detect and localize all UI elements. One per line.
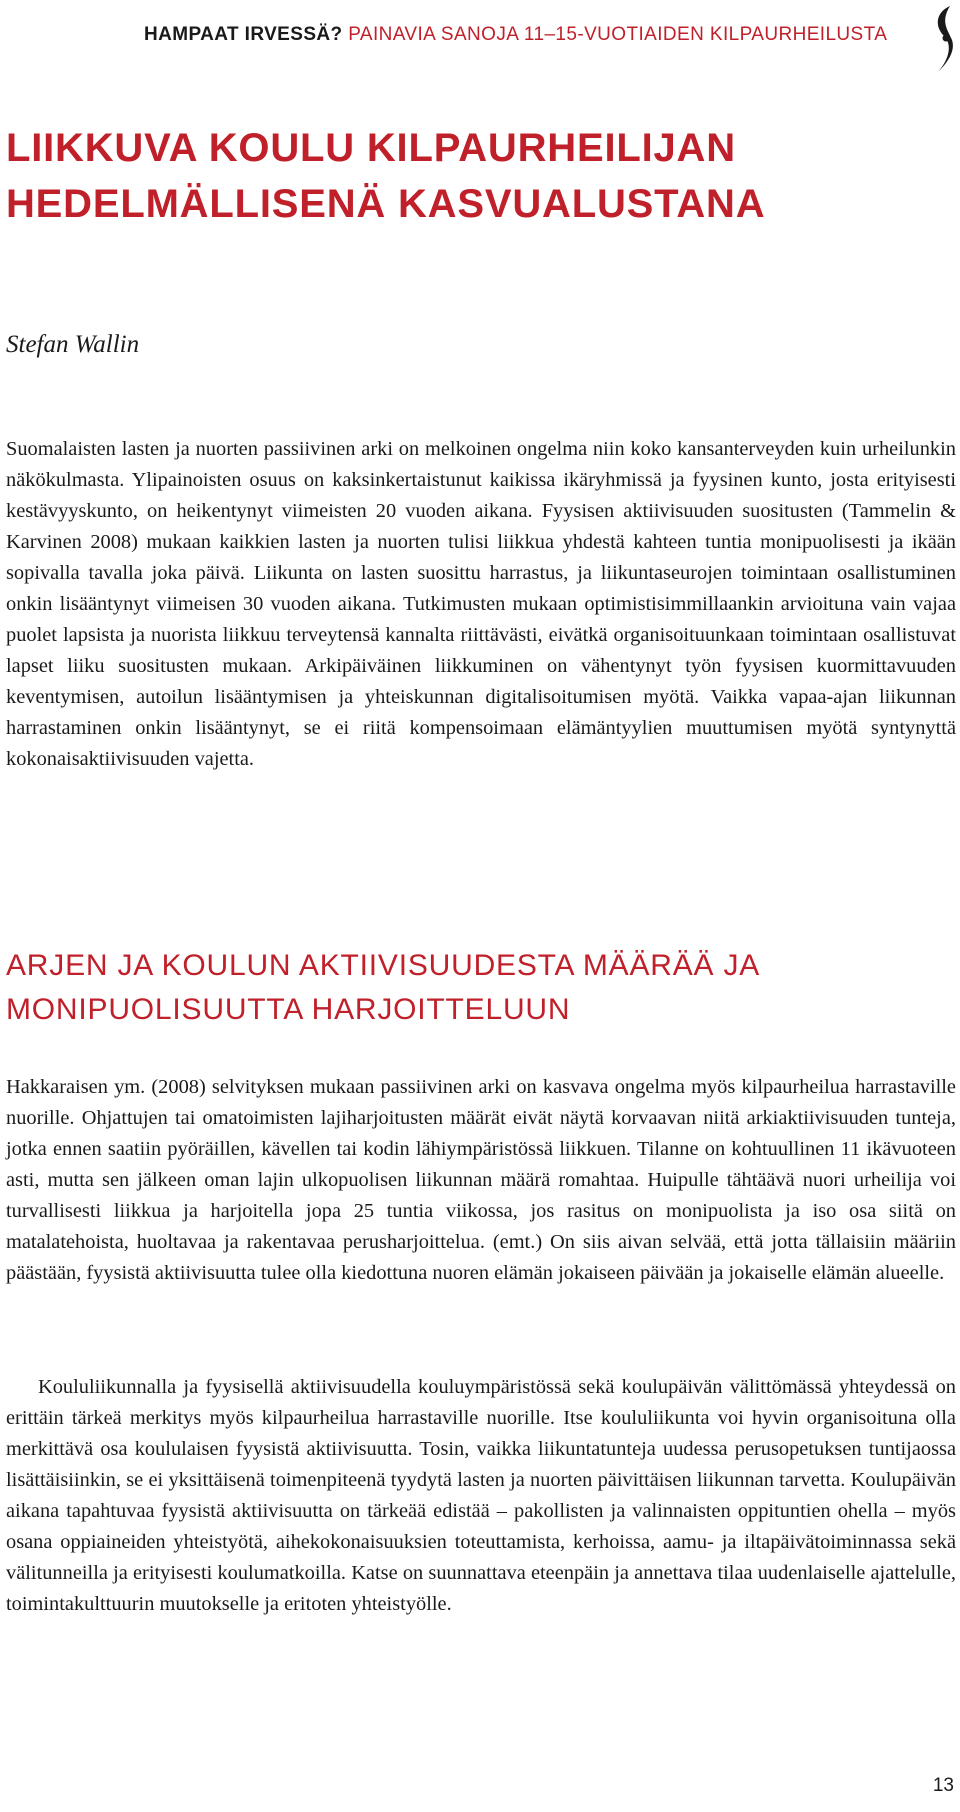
section-heading-line-2: MONIPUOLISUUTTA HARJOITTELUUN: [6, 993, 571, 1026]
page-number: 13: [932, 1775, 954, 1796]
intro-paragraph: Suomalaisten lasten ja nuorten passiivinen arki on melkoinen ongelma niin koko kansanterveyden kuin urheilunkin näkökulmasta. Ylipainoisten osuus on kaksinkertaistunut kaikissa ikäryhmissä ja fyysinen kunto, josta erityisesti kestävyyskunto, on heikentynyt viimeisten 20 vuoden aikana. Fyysisen aktiivisuuden suositusten (Tammelin & Karvinen 2008) mukaan kaikkien lasten ja nuorten tulisi liikkua yhdestä kahteen tuntia monipuolisesti ja ikään sopivalla tavalla joka päivä. Liikunta on lasten suosittu harrastus, ja liikuntaseurojen toimintaan osallistuminen onkin lisääntynyt viimeisen 30 vuoden aikana. Tutkimusten mukaan optimistisimmillaankin arvioituna vain vajaa puolet lapsista ja nuorista liikkuu terveytensä kannalta riittävästi, eivätkä organisoituunkaan toimintaan osallistuvat lapset liiku suositusten mukaan. Arkipäiväinen liikkuminen on vähentynyt työn fyysisen kuormittavuuden keventymisen, autoilun lisääntymisen ja yhteiskunnan digitalisoitumisen myötä. Vaikka vapaa-ajan liikunnan harrastaminen onkin lisääntynyt, se ei riitä kompensoimaan elämäntyylien muuttumisen myötä syntynyttä kokonaisaktiivisuuden vajetta.: [6, 438, 956, 770]
article-title-line-1: LIIKKUVA KOULU KILPAURHEILIJAN: [6, 126, 736, 170]
body-paragraph-1: Hakkaraisen ym. (2008) selvityksen mukaan passiivinen arki on kasvava ongelma myös kilpaurheilua harrastaville nuorille. Ohjattujen tai omatoimisten lajiharjoitusten määrät eivät näytä korvaavan niitä arkiaktiivisuuden tunteja, jotka ennen saatiin pyöräillen, kävellen tai kodin lähiympäristössä liikkuen. Tilanne on kohtuullinen 11 ikävuoteen asti, mutta sen jälkeen oman lajin ulkopuolisen liikunnan määrä romahtaa. Huipulle tähtäävä nuori urheilija voi turvallisesti liikkua ja harjoitella jopa 25 tuntia viikossa, jos rasitus on monipuolista ja iso osa siitä on matalatehoista, huoltavaa ja rakentavaa perusharjoittelua. (emt.) On siis aivan selvää, että jotta tällaisiin määriin päästään, fyysistä aktiivisuutta tulee olla kiedottuna nuoren elämän jokaiseen päivään ja jokaiselle elämän alueelle.: [6, 1076, 956, 1284]
running-header: [144, 24, 904, 46]
section-heading-line-1: ARJEN JA KOULUN AKTIIVISUUDESTA MÄÄRÄÄ JA: [6, 949, 761, 982]
body-paragraph-2: Koululiikunnalla ja fyysisellä aktiivisuudella kouluympäristössä sekä koulupäivän välittömässä yhteydessä on erittäin tärkeä merkitys myös kilpaurheilua harrastaville nuorille. Itse koululiikunta voi hyvin organisoituna olla merkittävä osa koululaisen fyysistä aktiivisuutta. Tosin, vaikka liikuntatunteja uudessa perusopetuksen tuntijaossa lisättäisiinkin, se ei yksittäisenä toimenpiteenä tyydytä lasten ja nuorten päivittäisen liikunnan tarvetta. Koulupäivän aikana tapahtuvaa fyysistä aktiivisuutta on tärkeää edistää – pakollisten ja valinnaisten oppituntien ohella – myös osana oppiaineiden yhteistyötä, aihekokonaisuuksien toteuttamista, kerhoissa, aamu- ja iltapäivätoiminnassa sekä välitunneilla ja erityisesti koulumatkoilla. Katse on suunnattava eteenpäin ja annettava tilaa uudenlaiselle ajattelulle, toimintakulttuurin muutokselle ja eritoten yhteistyölle.: [6, 1376, 956, 1615]
stylized-s-logo-icon: [926, 2, 960, 80]
article-title-line-2: HEDELMÄLLISENÄ KASVUALUSTANA: [6, 182, 766, 226]
section-heading: [6, 944, 936, 1032]
publication-series-title: HAMPAAT IRVESSÄ?: [144, 24, 343, 45]
article-title: [6, 120, 936, 232]
article-author: Stefan Wallin: [6, 331, 140, 358]
publication-subtitle: PAINAVIA SANOJA 11–15-VUOTIAIDEN KILPAURHEILUSTA: [348, 24, 888, 45]
